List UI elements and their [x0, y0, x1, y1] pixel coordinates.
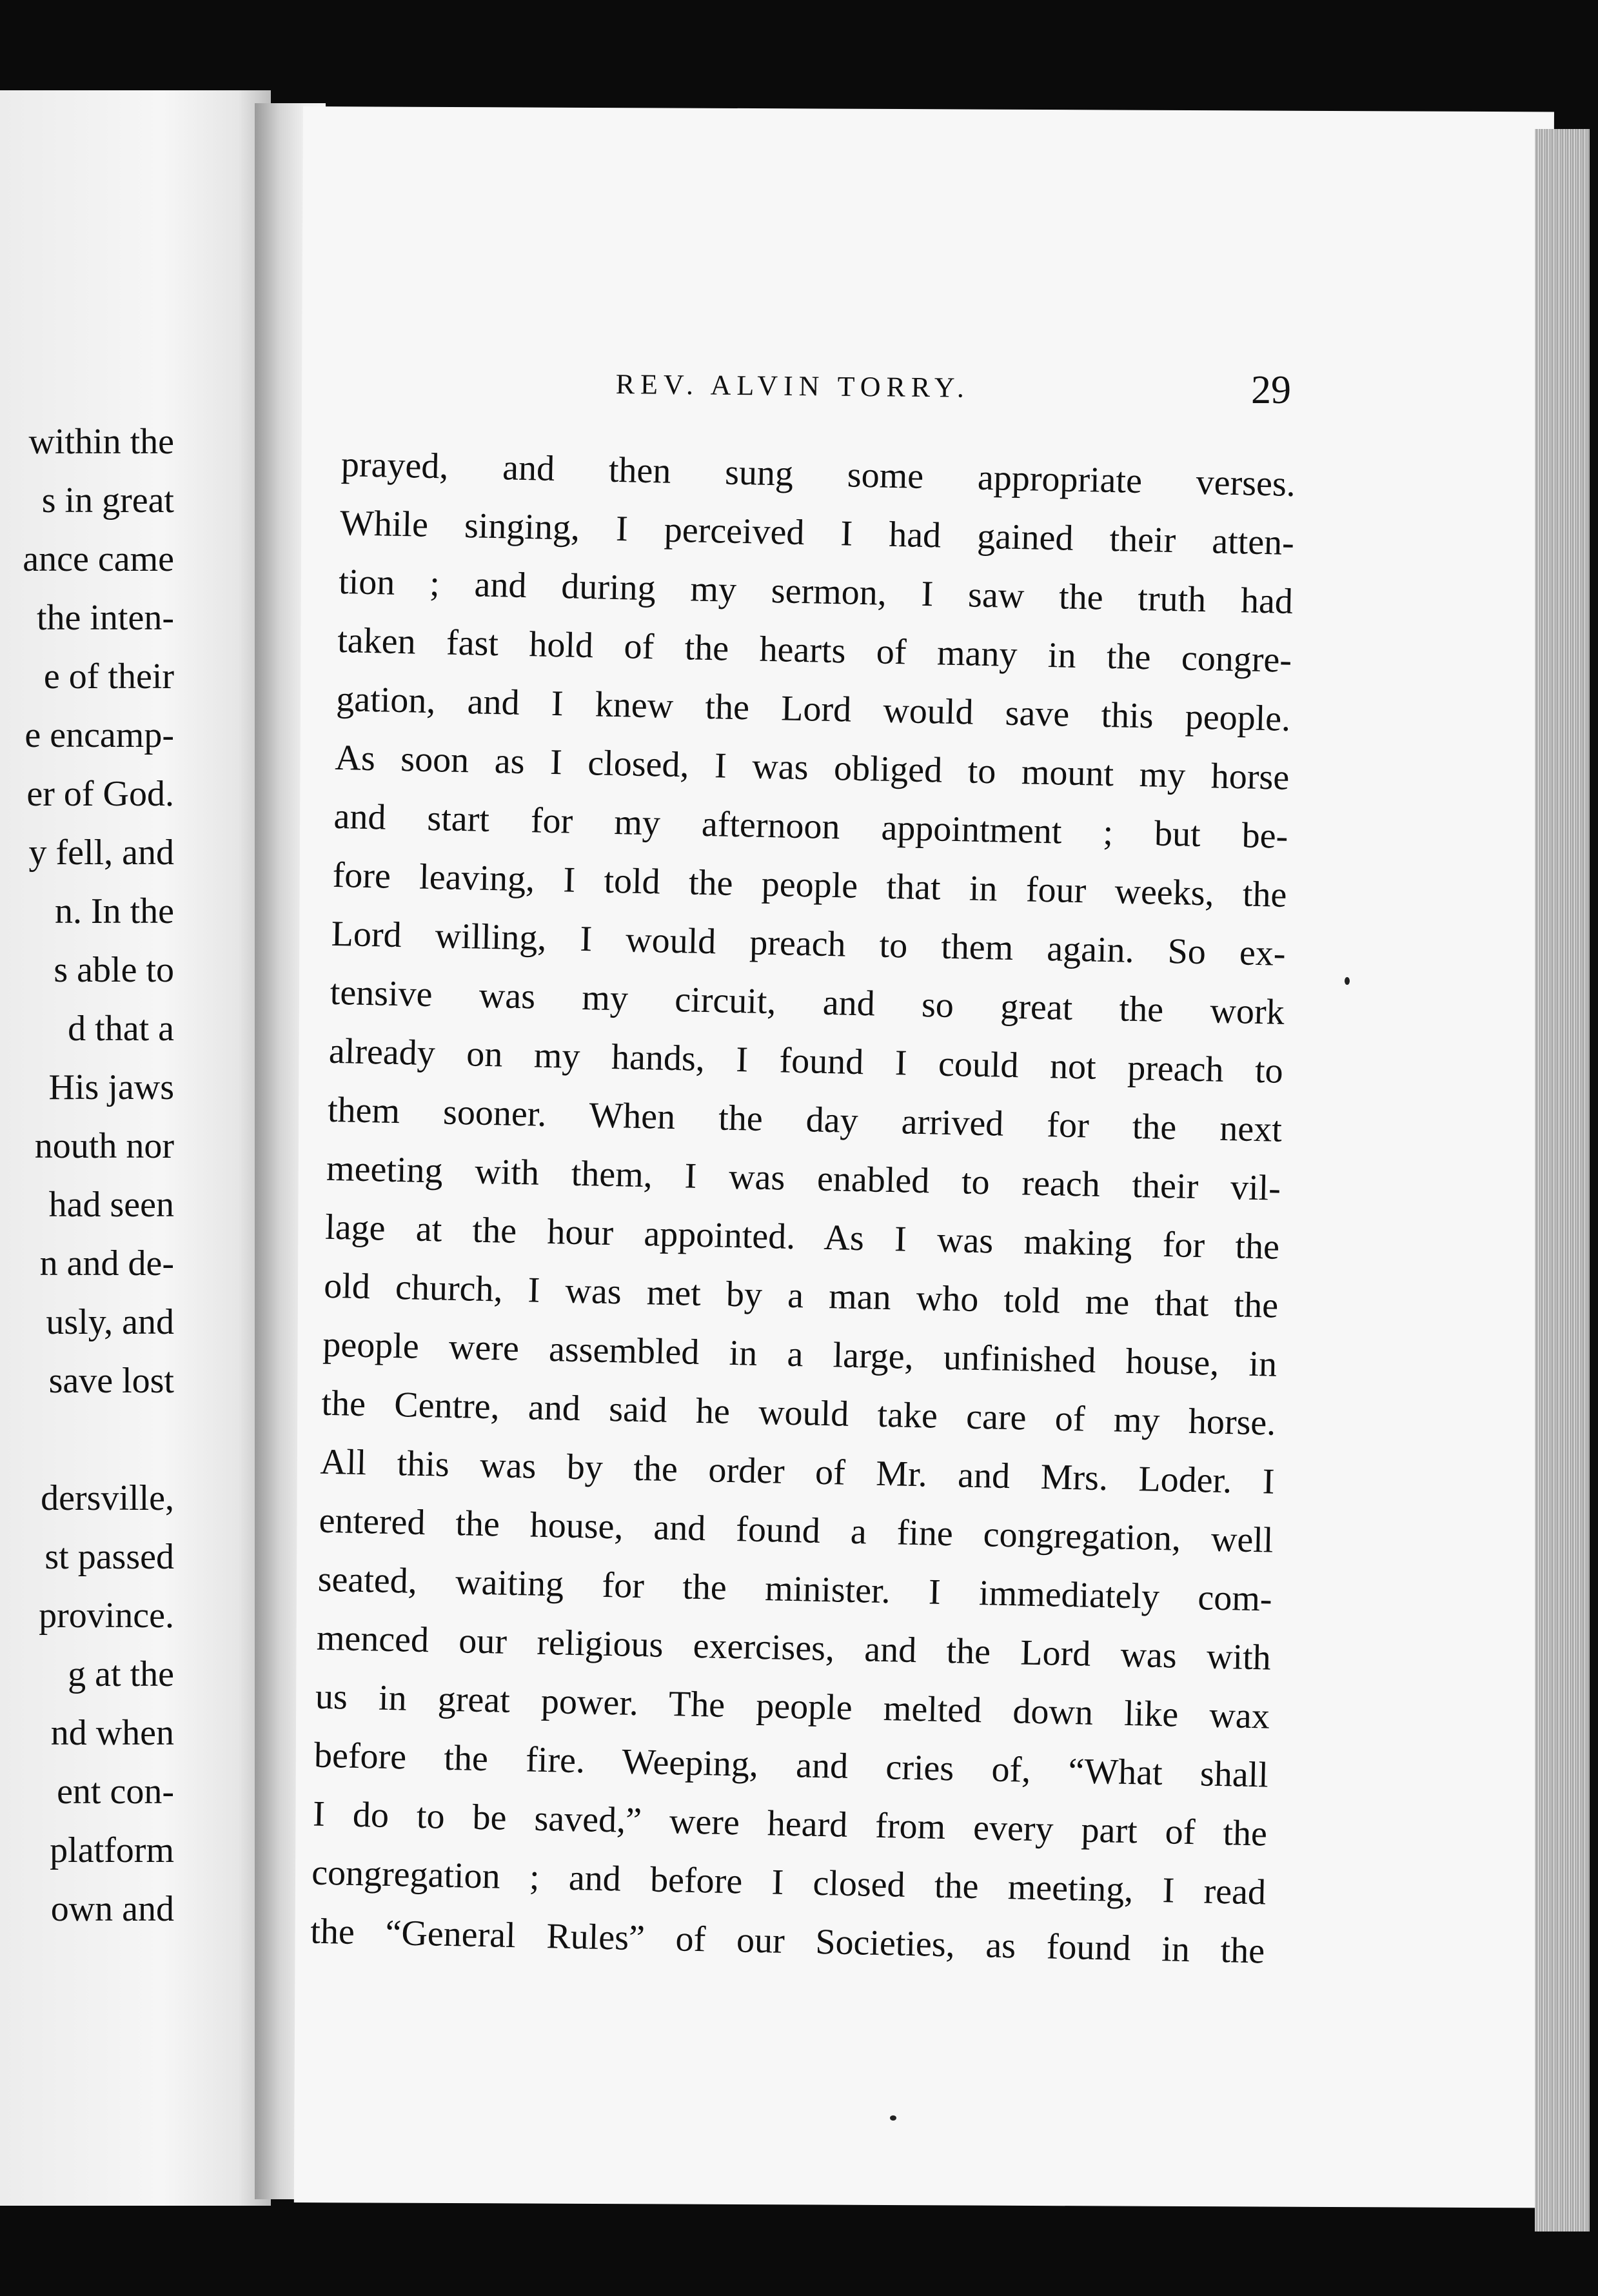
text-line: old church, I was met by a man who told me that the	[323, 1265, 1279, 1326]
text-line: them sooner. When the day arrived for the next	[327, 1089, 1283, 1150]
left-line: y fell, and	[28, 833, 174, 873]
body-text	[310, 435, 1296, 1981]
text-line: Lord willing, I would preach to them again. So ex-	[331, 913, 1287, 974]
text-line: meeting with them, I was enabled to reach their vil-	[326, 1148, 1281, 1209]
left-line: n and de-	[39, 1243, 174, 1283]
left-line: His jaws	[48, 1067, 174, 1107]
text-line: the Centre, and said he would take care of my horse.	[321, 1383, 1276, 1443]
left-line: dersville,	[41, 1478, 174, 1518]
left-line: er of God.	[26, 774, 174, 814]
left-line: st passed	[44, 1537, 174, 1577]
text-line: and start for my afternoon appointment ; but be-	[333, 796, 1288, 856]
text-line: All this was by the order of Mr. and Mrs. Loder. I	[320, 1441, 1275, 1502]
text-line: congregation ; and before I closed the meeting, I read	[311, 1852, 1267, 1913]
running-head: REV. ALVIN TORRY.	[615, 368, 971, 404]
left-line: ance came	[23, 539, 174, 579]
text-line: fore leaving, I told the people that in four weeks, the	[332, 855, 1288, 915]
left-line: platform	[50, 1830, 174, 1870]
text-line: taken fast hold of the hearts of many in the congre-	[337, 620, 1292, 680]
left-line: had seen	[48, 1185, 174, 1225]
paragraph-gap	[0, 1410, 174, 1469]
left-line: nd when	[50, 1713, 174, 1753]
left-line: usly, and	[46, 1302, 174, 1342]
page-number: 29	[1251, 368, 1291, 412]
left-line: s able to	[54, 950, 174, 990]
text-line: the “General Rules” of our Societies, as found in the	[310, 1911, 1265, 1972]
left-line: the inten-	[36, 598, 174, 638]
left-line: e encamp-	[25, 715, 174, 755]
text-line: tion ; and during my sermon, I saw the truth had	[338, 561, 1294, 622]
left-line: e of their	[43, 657, 174, 697]
text-line: As soon as I closed, I was obliged to mount my horse	[334, 737, 1290, 798]
text-line: prayed, and then sung some appropriate verses.	[340, 444, 1296, 504]
text-line: people were assembled in a large, unfinished house, in	[322, 1324, 1277, 1385]
left-line: own and	[50, 1889, 174, 1929]
text-line: menced our religious exercises, and the Lord was with	[316, 1618, 1272, 1678]
left-line: nouth nor	[34, 1126, 174, 1166]
left-line: g at the	[68, 1654, 174, 1694]
left-line: ent con-	[57, 1772, 174, 1812]
left-line: province.	[39, 1596, 174, 1636]
scan-speck	[1345, 977, 1350, 985]
text-line: gation, and I knew the Lord would save this people.	[335, 678, 1291, 739]
page-edge	[1535, 129, 1590, 2232]
left-page-text	[0, 413, 174, 1939]
text-line: seated, waiting for the minister. I immediately com-	[317, 1559, 1273, 1619]
text-line: us in great power. The people melted down like wax	[315, 1676, 1270, 1737]
text-line: While singing, I perceived I had gained their atten-	[339, 502, 1295, 563]
text-line: already on my hands, I found I could not preach to	[328, 1031, 1284, 1091]
left-line: save lost	[48, 1361, 174, 1401]
text-line: before the fire. Weeping, and cries of, “What shall	[313, 1735, 1269, 1796]
text-line: I do to be saved,” were heard from every part of the	[312, 1794, 1268, 1854]
text-line: lage at the hour appointed. As I was making for the	[324, 1207, 1280, 1267]
left-line: n. In the	[54, 891, 174, 931]
left-line: s in great	[41, 480, 174, 520]
text-line: tensive was my circuit, and so great the work	[330, 972, 1285, 1033]
scan-speck	[890, 2115, 896, 2121]
left-line: within the	[28, 422, 174, 462]
left-line: d that a	[68, 1009, 174, 1049]
text-line: entered the house, and found a fine congregation, well	[319, 1500, 1274, 1561]
